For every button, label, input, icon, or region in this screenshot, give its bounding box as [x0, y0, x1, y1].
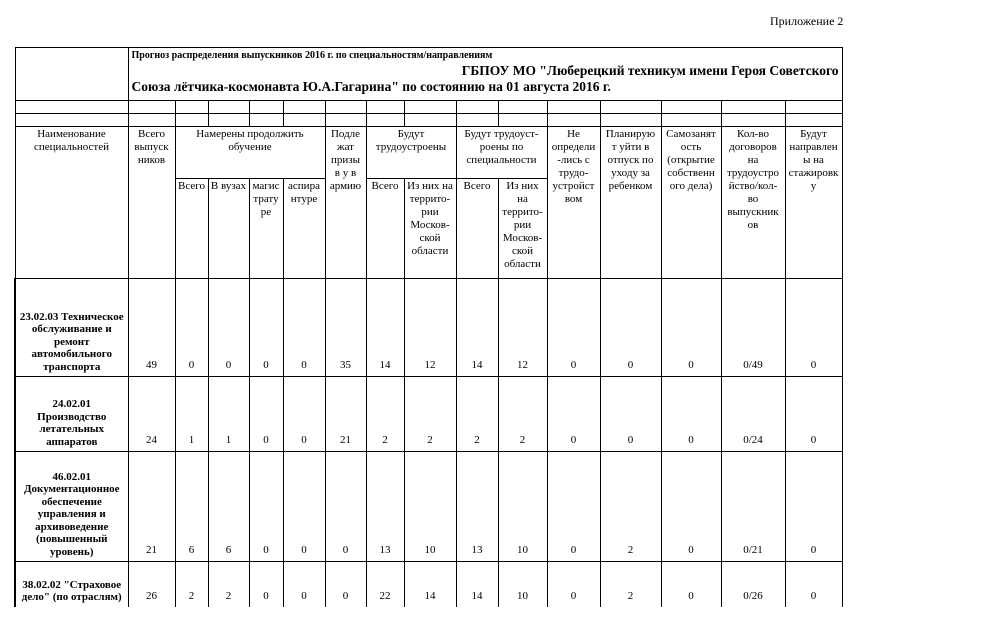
cell-value: 0 [283, 562, 325, 607]
header-leave: Планирую т уйти в отпуск по уходу за ребенком [600, 127, 661, 279]
cell-value: 0 [283, 279, 325, 377]
title-line-2: ГБПОУ МО "Люберецкий техникум имени Героя Советского [461, 63, 839, 78]
table-row [15, 279, 842, 377]
cell-value: 2 [600, 562, 661, 607]
cell-value: 35 [325, 279, 366, 377]
cell-value: 22 [366, 562, 404, 607]
cell-value: 0/26 [721, 562, 785, 607]
header-internship: Будут направлен ы на стажировк у [785, 127, 842, 279]
header-spec-mo: Из них на террито-рии Москов-ской области [498, 179, 547, 279]
cell-value: 1 [175, 377, 208, 452]
cell-value: 0/49 [721, 279, 785, 377]
cell-value: 1 [208, 377, 249, 452]
cell-value: 2 [456, 377, 498, 452]
cell-value: 2 [208, 562, 249, 607]
header-study-aspirantura: аспира нтуре [283, 179, 325, 279]
cell-value: 0 [547, 377, 600, 452]
row-name: 38.02.02 "Страховое дело" (по отраслям) [15, 562, 128, 607]
header-army: Подле жат призы в у в армию [325, 127, 366, 279]
cell-value: 13 [366, 452, 404, 562]
cell-value: 0 [547, 562, 600, 607]
cell-value: 0 [661, 562, 721, 607]
header-name: Наименование специальностей [15, 127, 128, 279]
row-name: 24.02.01 Производство летательных аппаратов [15, 377, 128, 452]
table-row [15, 452, 842, 562]
cell-value: 0 [249, 279, 283, 377]
cell-value: 26 [128, 562, 175, 607]
cell-value: 14 [456, 562, 498, 607]
header-employed: Будут трудоустроены [366, 127, 456, 179]
cell-value: 0 [208, 279, 249, 377]
header-contracts: Кол-во договоров на трудоустро йство/кол-во выпускник ов [721, 127, 785, 279]
cell-value: 2 [600, 452, 661, 562]
cell-value: 10 [404, 452, 456, 562]
cell-value: 2 [498, 377, 547, 452]
cell-value: 6 [208, 452, 249, 562]
cell-value: 0 [785, 562, 842, 607]
cell-value: 0 [547, 452, 600, 562]
cell-value: 14 [456, 279, 498, 377]
cell-value: 14 [366, 279, 404, 377]
cell-value: 21 [325, 377, 366, 452]
cell-value: 2 [175, 562, 208, 607]
title-left-blank [15, 48, 128, 101]
cell-value: 12 [498, 279, 547, 377]
header-total-grads: Всего выпуск ников [128, 127, 175, 279]
table-row [15, 562, 842, 607]
header-spec-total: Всего [456, 179, 498, 279]
cell-value: 0 [600, 377, 661, 452]
cell-value: 21 [128, 452, 175, 562]
title-line-3: Союза лётчика-космонавта Ю.А.Гагарина" по состоянию на 01 августа 2016 г. [131, 79, 611, 94]
cell-value: 13 [456, 452, 498, 562]
cell-value: 14 [404, 562, 456, 607]
cell-value: 49 [128, 279, 175, 377]
table-row [15, 377, 842, 452]
header-employed-total: Всего [366, 179, 404, 279]
header-employed-spec: Будут трудоуст-роены по специальности [456, 127, 547, 179]
header-employed-mo: Из них на террито-рии Москов-ской области [404, 179, 456, 279]
cell-value: 0 [249, 562, 283, 607]
cell-value: 6 [175, 452, 208, 562]
cell-value: 0/24 [721, 377, 785, 452]
cell-value: 0 [661, 452, 721, 562]
cell-value: 0 [175, 279, 208, 377]
header-undecided: Не определи -лись с трудо-устройст вом [547, 127, 600, 279]
row-name: 46.02.01 Документационное обеспечение управления и архивоведение (повышенный уровень) [15, 452, 128, 562]
cell-value: 0 [785, 452, 842, 562]
cell-value: 2 [366, 377, 404, 452]
cell-value: 2 [404, 377, 456, 452]
header-study-total: Всего [175, 179, 208, 279]
header-row-1 [15, 127, 842, 179]
graduates-forecast-table [14, 47, 843, 607]
title-line-1: Прогноз распределения выпускников 2016 г. по специальностям/направлениям [131, 50, 493, 61]
cell-value: 0 [249, 452, 283, 562]
spacer-row-1 [15, 101, 842, 114]
cell-value: 10 [498, 562, 547, 607]
row-name: 23.02.03 Техническое обслуживание и ремонт автомобильного транспорта [15, 279, 128, 377]
cell-value: 0/21 [721, 452, 785, 562]
cell-value: 0 [283, 452, 325, 562]
header-self-employed: Самозанят ость (открытие собственн ого дела) [661, 127, 721, 279]
appendix-label: Приложение 2 [770, 14, 844, 28]
cell-value: 0 [600, 279, 661, 377]
header-study-magistracy: магис трату ре [249, 179, 283, 279]
cell-value: 12 [404, 279, 456, 377]
cell-value: 24 [128, 377, 175, 452]
header-study-vuz: В вузах [208, 179, 249, 279]
cell-value: 0 [661, 279, 721, 377]
header-continue-study: Намерены продолжить обучение [175, 127, 325, 179]
cell-value: 0 [785, 377, 842, 452]
cell-value: 0 [325, 452, 366, 562]
cell-value: 10 [498, 452, 547, 562]
cell-value: 0 [325, 562, 366, 607]
cell-value: 0 [283, 377, 325, 452]
cell-value: 0 [547, 279, 600, 377]
cell-value: 0 [785, 279, 842, 377]
table-title [128, 48, 842, 101]
cell-value: 0 [661, 377, 721, 452]
cell-value: 0 [249, 377, 283, 452]
spacer-row-2 [15, 114, 842, 127]
